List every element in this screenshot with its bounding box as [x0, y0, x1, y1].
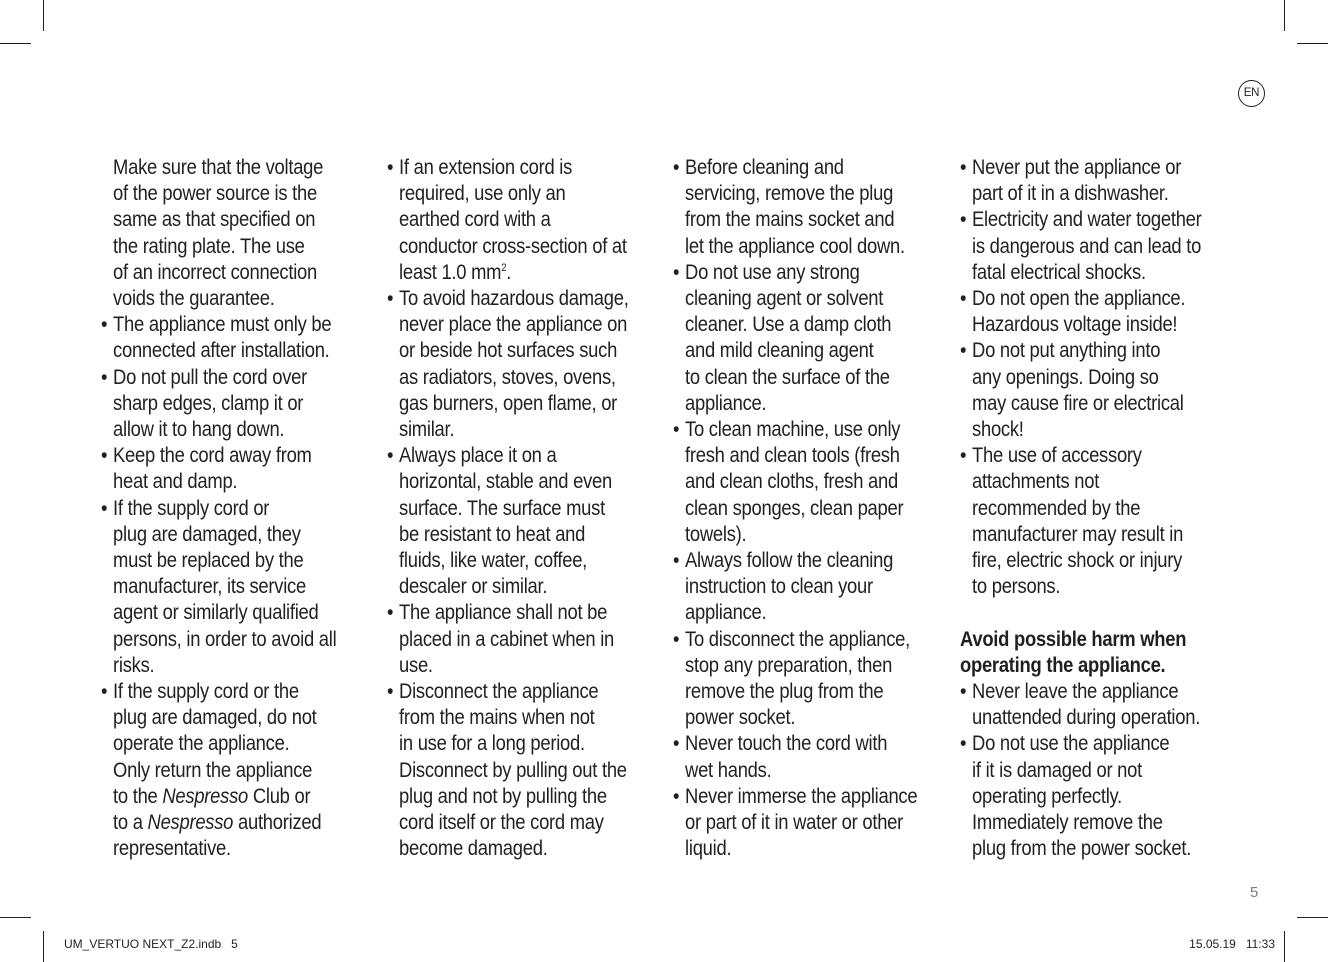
- crop-mark: [1297, 917, 1328, 918]
- text-line: stop any preparation, then: [685, 652, 893, 677]
- bullet-item: [673, 730, 948, 782]
- text-line: descaler or similar.: [399, 574, 548, 599]
- bullet-item: [960, 730, 1235, 861]
- text-line: • Do not use any strong: [685, 259, 860, 284]
- bullet-item: [387, 285, 645, 442]
- bullet-item: [960, 206, 1235, 285]
- text-line: allow it to hang down.: [113, 417, 285, 442]
- text-line: agent or similarly qualified: [113, 600, 319, 625]
- bullet-item: [101, 678, 359, 861]
- text-line: required, use only an: [399, 181, 566, 206]
- bullet-item: [960, 678, 1235, 730]
- text-line: voids the guarantee.: [113, 286, 275, 311]
- heading-line: operating the appliance.: [960, 652, 1166, 677]
- bullet-item: [673, 416, 948, 547]
- bullet-list: [387, 154, 645, 861]
- text-line: or part of it in water or other: [685, 810, 904, 835]
- text-line: of the power source is the: [113, 181, 317, 206]
- text-line: plug from the power socket.: [972, 836, 1192, 861]
- brand-name: Nespresso: [147, 810, 234, 835]
- bullet-item: [387, 154, 645, 285]
- text-line: fatal electrical shocks.: [972, 259, 1146, 284]
- text-line: servicing, remove the plug: [685, 181, 894, 206]
- text-line: Hazardous voltage inside!: [972, 312, 1178, 337]
- print-slug-file: UM_VERTUO NEXT_Z2.indb 5: [64, 937, 238, 951]
- text-line: manufacturer may result in: [972, 521, 1184, 546]
- text-line: to clean the surface of the: [685, 364, 890, 389]
- text-line: to persons.: [972, 574, 1061, 599]
- text-line: conductor cross-section of at: [399, 233, 627, 258]
- text-line: connected after installation.: [113, 338, 330, 363]
- text-line: be resistant to heat and: [399, 521, 586, 546]
- text-line: may cause fire or electrical: [972, 390, 1184, 415]
- text-line: risks.: [113, 652, 155, 677]
- text-line: cleaning agent or solvent: [685, 286, 884, 311]
- text-line: remove the plug from the: [685, 679, 884, 704]
- text-line: use.: [399, 652, 433, 677]
- bullet-item: [960, 154, 1235, 206]
- text-line: fire, electric shock or injury: [972, 548, 1183, 573]
- text-line: and mild cleaning agent: [685, 338, 874, 363]
- text-fragment: .: [506, 259, 512, 284]
- intro-paragraph: [101, 154, 359, 311]
- text-line: • Disconnect the appliance: [399, 679, 599, 704]
- text-line: and clean cloths, fresh and: [685, 469, 898, 494]
- page-number: 5: [1250, 884, 1259, 901]
- text-line: as radiators, stoves, ovens,: [399, 364, 616, 389]
- text-line: • Do not use the appliance: [972, 731, 1170, 756]
- bullet-item: [101, 495, 359, 678]
- heading-line: Avoid possible harm when: [960, 626, 1187, 651]
- text-line: clean sponges, clean paper: [685, 495, 904, 520]
- superscript: 2: [501, 261, 507, 274]
- text-column-4: [960, 154, 1235, 861]
- bullet-item: [673, 783, 948, 862]
- text-line: • Always follow the cleaning: [685, 548, 894, 573]
- text-line: never place the appliance on: [399, 312, 628, 337]
- bullet-item: [673, 626, 948, 731]
- text-line: • The use of accessory: [972, 443, 1142, 468]
- crop-mark: [1284, 0, 1285, 31]
- text-line: sharp edges, clamp it or: [113, 390, 304, 415]
- text-line: wet hands.: [685, 757, 772, 782]
- text-line: part of it in a dishwasher.: [972, 181, 1169, 206]
- text-line: recommended by the: [972, 495, 1141, 520]
- text-fragment: authorized: [233, 810, 322, 835]
- text-line: attachments not: [972, 469, 1100, 494]
- text-line: • Never put the appliance or: [972, 155, 1182, 179]
- text-column-3: [673, 154, 948, 861]
- text-line: • To disconnect the appliance,: [685, 626, 910, 651]
- text-line: the rating plate. The use: [113, 233, 305, 258]
- text-line: • Never leave the appliance: [972, 679, 1179, 704]
- crop-mark: [0, 43, 31, 44]
- bullet-item: [960, 337, 1235, 442]
- text-line: from the mains socket and: [685, 207, 895, 232]
- text-line: cord itself or the cord may: [399, 810, 604, 835]
- bullet-list: [960, 154, 1235, 599]
- text-line: operate the appliance.: [113, 731, 290, 756]
- bullet-item: [673, 547, 948, 626]
- text-line: • Never touch the cord with: [685, 731, 888, 756]
- text-line: same as that specified on: [113, 207, 316, 232]
- bullet-item: [673, 154, 948, 259]
- text-line: appliance.: [685, 600, 767, 625]
- language-badge: EN: [1238, 80, 1265, 107]
- crop-mark: [1284, 931, 1285, 962]
- text-line: or beside hot surfaces such: [399, 338, 618, 363]
- text-line: manufacturer, its service: [113, 574, 306, 599]
- bullet-item: [387, 678, 645, 861]
- text-line: • Before cleaning and: [685, 155, 844, 179]
- text-line: power socket.: [685, 705, 796, 730]
- text-line: • The appliance must only be: [113, 312, 332, 337]
- text-line: horizontal, stable and even: [399, 469, 612, 494]
- bullet-list: [960, 678, 1235, 861]
- bullet-item: [673, 259, 948, 416]
- text-line: Only return the appliance: [113, 757, 313, 782]
- text-fragment: least 1.0 mm: [399, 259, 502, 284]
- text-fragment: to a: [113, 810, 148, 835]
- section-heading: [960, 626, 1235, 678]
- text-line: • To avoid hazardous damage,: [399, 286, 629, 311]
- text-line: surface. The surface must: [399, 495, 605, 520]
- text-line: plug are damaged, do not: [113, 705, 317, 730]
- text-line: fresh and clean tools (fresh: [685, 443, 900, 468]
- text-line: from the mains when not: [399, 705, 595, 730]
- text-fragment: to the: [113, 783, 163, 808]
- bullet-item: [387, 599, 645, 678]
- text-line: become damaged.: [399, 836, 548, 861]
- text-line: • If the supply cord or: [113, 495, 270, 520]
- text-line: must be replaced by the: [113, 548, 304, 573]
- crop-mark: [43, 931, 44, 962]
- text-line: • If the supply cord or the: [113, 679, 299, 704]
- text-line: instruction to clean your: [685, 574, 873, 599]
- bullet-item: [101, 311, 359, 363]
- text-line: • Never immerse the appliance: [685, 783, 918, 808]
- text-line: if it is damaged or not: [972, 757, 1142, 782]
- text-line: placed in a cabinet when in: [399, 626, 615, 651]
- text-line: Make sure that the voltage: [113, 155, 324, 179]
- text-line: • Always place it on a: [399, 443, 557, 468]
- crop-mark: [43, 0, 44, 31]
- text-line: Immediately remove the: [972, 810, 1163, 835]
- bullet-list: [101, 311, 359, 861]
- bullet-item: [960, 285, 1235, 337]
- text-line: shock!: [972, 417, 1024, 442]
- text-line: persons, in order to avoid all: [113, 626, 337, 651]
- text-line: gas burners, open flame, or: [399, 390, 618, 415]
- text-line: similar.: [399, 417, 455, 442]
- text-line: appliance.: [685, 390, 767, 415]
- crop-mark: [1297, 43, 1328, 44]
- text-line: • The appliance shall not be: [399, 600, 608, 625]
- text-line: • Do not put anything into: [972, 338, 1161, 363]
- text-line: • Keep the cord away from: [113, 443, 312, 468]
- text-column-2: [387, 154, 645, 861]
- bullet-item: [960, 442, 1235, 599]
- text-line: towels).: [685, 521, 747, 546]
- text-line: earthed cord with a: [399, 207, 551, 232]
- text-line: [399, 259, 645, 285]
- text-line: cleaner. Use a damp cloth: [685, 312, 892, 337]
- text-line: • If an extension cord is: [399, 155, 573, 179]
- text-line: in use for a long period.: [399, 731, 585, 756]
- text-line: • Do not pull the cord over: [113, 364, 308, 389]
- text-line: plug are damaged, they: [113, 521, 301, 546]
- text-line: [113, 783, 359, 809]
- brand-name: Nespresso: [162, 783, 248, 808]
- text-line: unattended during operation.: [972, 705, 1201, 730]
- crop-mark: [0, 917, 31, 918]
- text-line: • To clean machine, use only: [685, 417, 901, 442]
- text-line: liquid.: [685, 836, 732, 861]
- text-line: operating perfectly.: [972, 783, 1122, 808]
- text-line: • Do not open the appliance.: [972, 286, 1186, 311]
- text-line: Disconnect by pulling out the: [399, 757, 627, 782]
- print-slug-date: 15.05.19 11:33: [1189, 937, 1275, 951]
- bullet-list: [673, 154, 948, 861]
- text-line: • Electricity and water together: [972, 207, 1202, 232]
- text-line: plug and not by pulling the: [399, 783, 607, 808]
- text-line: of an incorrect connection: [113, 259, 317, 284]
- text-line: fluids, like water, coffee,: [399, 548, 588, 573]
- text-line: is dangerous and can lead to: [972, 233, 1202, 258]
- text-line: heat and damp.: [113, 469, 238, 494]
- text-fragment: Club or: [247, 783, 311, 808]
- bullet-item: [387, 442, 645, 599]
- text-column-1: [101, 154, 359, 861]
- text-line: [113, 809, 359, 835]
- bullet-item: [101, 442, 359, 494]
- bullet-item: [101, 364, 359, 443]
- text-line: representative.: [113, 836, 231, 861]
- text-line: any openings. Doing so: [972, 364, 1159, 389]
- text-line: let the appliance cool down.: [685, 233, 905, 258]
